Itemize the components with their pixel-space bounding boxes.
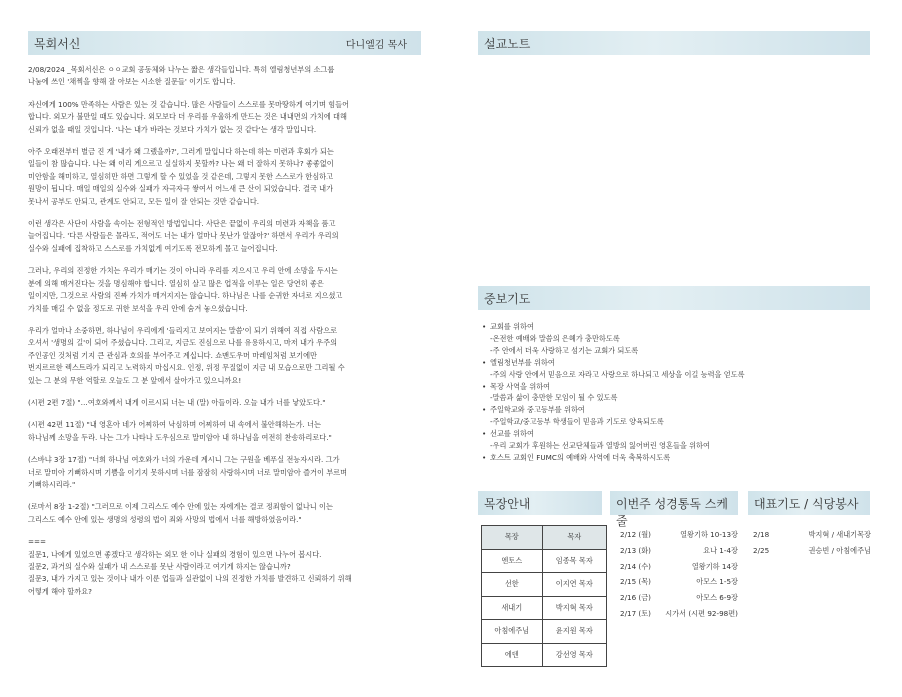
reading-schedule-list xyxy=(620,527,738,622)
scripture-verse: (스바냐 3장 17절) "너희 하나님 여호와가 너의 가운데 계시니 그는 구원을 베푸실 전능자시라. 그가 너로 말미아 기뻐하시며 기쁨을 이기지 못하시며 너를 잠잠히 사랑하시며 너로 말미암아 즐거이 부르며 기뻐하시리라." xyxy=(28,455,348,489)
sermon-note-title: 설교노트 xyxy=(484,37,531,51)
prayer-subitem: -우리 교회가 후원하는 선교단체들과 열방의 잃어버린 영혼들을 위하여 xyxy=(490,441,710,451)
prayer-item: • 주일학교와 중고등부를 위하여 xyxy=(482,404,872,416)
schedule-date: 2/16 (금) xyxy=(620,593,651,603)
discussion-question: 질문1, 나에게 있었으면 좋겠다고 생각하는 외모 한 이나 실패의 경험이 있으면 나누어 봅시다. xyxy=(28,549,322,559)
rep-prayer-list xyxy=(753,527,871,559)
schedule-date: 2/13 (화) xyxy=(620,545,651,555)
letter-paragraph: 이런 생각은 사단이 사람을 속이는 전형적인 방법입니다. 사단은 끝없이 우리의 미련과 자책을 품고 늘어집니다. '다른 사람들은 몰라도, 적어도 너는 내가 얼마나 못난가 알잖아?' 하면서 우리가 우리의 실수와 실패에 집착하고 스스로를 가치없게 여기도록 전모하게 몰고 늘어집니다. xyxy=(28,219,339,253)
discussion-question: 질문3, 내가 가지고 있는 것이나 내가 이룬 업들과 실관없이 나의 진정한 가치를 발견하고 신뢰하기 위해 어떻게 해야 할까요? xyxy=(28,574,352,596)
schedule-row xyxy=(620,559,738,575)
scripture-verse: (시편 2편 7절) "…여호와께서 내게 이르시되 너는 내 (말) 아들이라. 오늘 내가 너를 낳았도다." xyxy=(28,397,326,407)
prayer-item: • 엘림청년부를 위하여 xyxy=(482,357,872,369)
rep-prayer-header xyxy=(748,491,870,515)
small-group-table xyxy=(481,525,607,667)
letter-paragraph: 2/08/2024 _목회서신은 ㅇㅇ교회 공동체와 나누는 짧은 생각들입니다. 특히 엘림청년부의 소그룹 나눔에 쓰인 '채찍을 향해 잘 아보는 시소한 질문들' 이기도 합니다. xyxy=(28,65,335,87)
schedule-date: 2/14 (수) xyxy=(620,561,651,571)
schedule-row xyxy=(620,543,738,559)
rep-prayer-date: 2/18 xyxy=(753,530,770,539)
schedule-reading: 열왕기하 10-13장 xyxy=(680,530,738,539)
letter-paragraph: 우리가 얼마나 소중하면, 하나님이 우리에게 '들리지고 보여지는 말씀'이 되기 위해여 직접 사람으로 오셔서 '생명의 길'이 되어 주셨습니다. 그리고, 지금도 진심으로 나를 유용하시고, 마저 내가 우주의 주인공인 것처럼 기지 큰 관심과 호의를 부어주고 계십니다. 쇼맨도우머 마레임처럼 보기에만 번지르르한 렉스트라가 되리고 노력하지 마십시요. 인정, 위정 무질없이 지금 내 모습으로만 그리될 수 있는 그 분의 무한 역할로 오늘도 그 분 앞에서 살아가고 있으니까요! xyxy=(28,325,345,385)
schedule-reading: 시가서 (시편 92-98편) xyxy=(665,608,738,618)
prayer-item: • 목장 사역을 위하여 xyxy=(482,381,872,393)
prayer-item: • 선교를 위하여 xyxy=(482,428,872,440)
letter-paragraph: 아주 오래전부터 별금 진 게 '내가 왜 그랬을까?', 그러게 말입니다 하는데 하는 미련과 후회가 되는 일들이 참 많습니다. 나는 왜 이리 게으르고 실실하지 못할까? 나는 왜 더 잘하지 못하나? 좋좋없이 미안함을 해미하고, 열심히만 하면 그렇게 할 수 있었을 것 같은데, 그렇지 못한 스스로가 한심하고 원망이 됩니다. 매일 매일의 실수와 실패가 자극자극 쌓여서 어느새 큰 산이 되었습니다. 결국 내가 못나서 공부도 안되고, 관계도 안되고, 모든 일이 잘 안되는 것만 같습니다. xyxy=(28,147,334,206)
schedule-row xyxy=(620,527,738,543)
prayer-header xyxy=(478,286,870,310)
small-group-title: 목장안내 xyxy=(484,497,531,511)
group-leader-cell: 강선영 목자 xyxy=(542,643,606,667)
prayer-item: • 호스트 교회인 FUMC의 예배와 사역에 더욱 축복하시도록 xyxy=(482,452,872,464)
sermon-note-header xyxy=(478,31,870,55)
scripture-verse: (로마서 8장 1-2절) "그러므로 이제 그리스도 예수 안에 있는 자에게는 결코 정죄함이 없나니 이는 그리스도 예수 안에 있는 생명의 성령의 법이 죄와 사망의 법에서 너를 해방하였음이라." xyxy=(28,502,333,524)
schedule-reading: 아모스 1-5장 xyxy=(696,577,738,587)
group-name-cell: 엔토스 xyxy=(482,549,543,573)
group-leader-cell: 이지연 목자 xyxy=(542,573,606,597)
letter-paragraph: 자신에게 100% 만족하는 사람은 있는 것 같습니다. 많은 사람들이 스스로를 못마땅하게 여기며 힘들어 합니다. 외모가 불만일 때도 있습니다. 외모보다 더 우리를 우울하게 만드는 것은 내내면의 가치에 대해 신뢰가 없을 때일 것입니다. '나는 내가 바라는 것보다 가치가 없는 것 같다'는 생각 말입니다. xyxy=(28,99,350,134)
small-group-header xyxy=(478,491,602,515)
group-name-cell: 선한 xyxy=(482,573,543,597)
schedule-row xyxy=(620,590,738,606)
prayer-subitem: -말씀과 삶이 충만한 모임이 될 수 있도록 xyxy=(490,393,618,403)
table-header-row xyxy=(482,526,607,550)
group-leader-cell: 임종목 목자 xyxy=(542,549,606,573)
prayer-list xyxy=(482,321,872,464)
separator-line: === xyxy=(28,537,47,547)
table-row xyxy=(482,620,607,644)
schedule-row xyxy=(620,574,738,590)
prayer-subitem: -주 안에서 더욱 사랑하고 섬기는 교회가 되도록 xyxy=(490,345,639,355)
prayer-subitem: -온전한 예배와 말씀의 은혜가 충만하도록 xyxy=(490,333,620,343)
rep-prayer-assignee: 박지혁 / 새내기목장 xyxy=(808,530,871,539)
scripture-verse: (시편 42편 11절) "내 영혼아 네가 어찌하여 낙심하며 어찌하여 내 속에서 불안해하는가. 너는 하나님께 소망을 두라. 나는 그가 나타나 도우심으로 말미암아 내 하나님을 여전히 찬송하리로다." xyxy=(28,420,332,442)
pastor-letter-body xyxy=(28,64,421,598)
rep-prayer-assignee: 권승빈 / 아침에주님 xyxy=(808,545,871,555)
rep-prayer-title: 대표기도 / 식당봉사 xyxy=(754,497,859,511)
schedule-reading: 아모스 6-9장 xyxy=(696,593,738,603)
discussion-question: 질문2, 과거의 실수와 실패가 내 스스로를 못난 사람이라고 여기게 하지는 않습니까? xyxy=(28,562,291,571)
prayer-title: 중보기도 xyxy=(484,292,531,306)
schedule-reading: 열왕기하 14장 xyxy=(691,561,738,571)
table-row xyxy=(482,596,607,620)
reading-schedule-header xyxy=(610,491,738,528)
table-row xyxy=(482,643,607,667)
schedule-date: 2/12 (월) xyxy=(620,530,651,539)
schedule-row xyxy=(620,606,738,622)
schedule-reading: 요나 1-4장 xyxy=(703,545,738,555)
rep-prayer-date: 2/25 xyxy=(753,545,770,555)
group-leader-cell: 박지혁 목자 xyxy=(542,596,606,620)
group-name-cell: 새내기 xyxy=(482,596,543,620)
group-leader-cell: 윤지원 목자 xyxy=(542,620,606,644)
pastor-letter-author: 다니엘김 목사 xyxy=(345,40,407,51)
letter-paragraph: 그러나, 우리의 진정한 가치는 우리가 매기는 것이 아니라 우리를 지으시고 우리 안에 소망을 두시는 분에 의해 매겨진다는 것을 명심해야 합니다. 열심히 살고 많은 업적을 이루는 일은 당연히 좋은 일이지만, 그것으로 사람의 진짜 가치가 매겨지지는 않습니다. 하나님은 나를 순귀한 자녀로 지으셨고 가치를 매길 수 없을 정도로 귀한 보석을 우리 안에 숨겨 놓으셨습니다. xyxy=(28,266,343,313)
prayer-subitem: -주일학교/중고등부 학생들이 믿음과 기도로 양육되도록 xyxy=(490,417,664,427)
group-name-cell: 아침에주님 xyxy=(482,620,543,644)
column-header-group: 목장 xyxy=(482,526,543,550)
prayer-subitem: -주의 사랑 안에서 믿음으로 자라고 사랑으로 하나되고 세상을 이길 능력을 얻도록 xyxy=(490,369,745,379)
prayer-item: • 교회를 위하여 xyxy=(482,321,872,333)
table-row xyxy=(482,573,607,597)
reading-schedule-title: 이번주 성경통독 스케줄 xyxy=(616,497,728,528)
table-row xyxy=(482,549,607,573)
schedule-date: 2/15 (목) xyxy=(620,577,651,587)
rep-prayer-row xyxy=(753,527,871,543)
pastor-letter-title: 목회서신 xyxy=(34,37,81,51)
pastor-letter-header xyxy=(28,31,421,55)
rep-prayer-row xyxy=(753,543,871,559)
group-name-cell: 에덴 xyxy=(482,643,543,667)
schedule-date: 2/17 (토) xyxy=(620,608,651,618)
column-header-leader: 목자 xyxy=(542,526,606,550)
